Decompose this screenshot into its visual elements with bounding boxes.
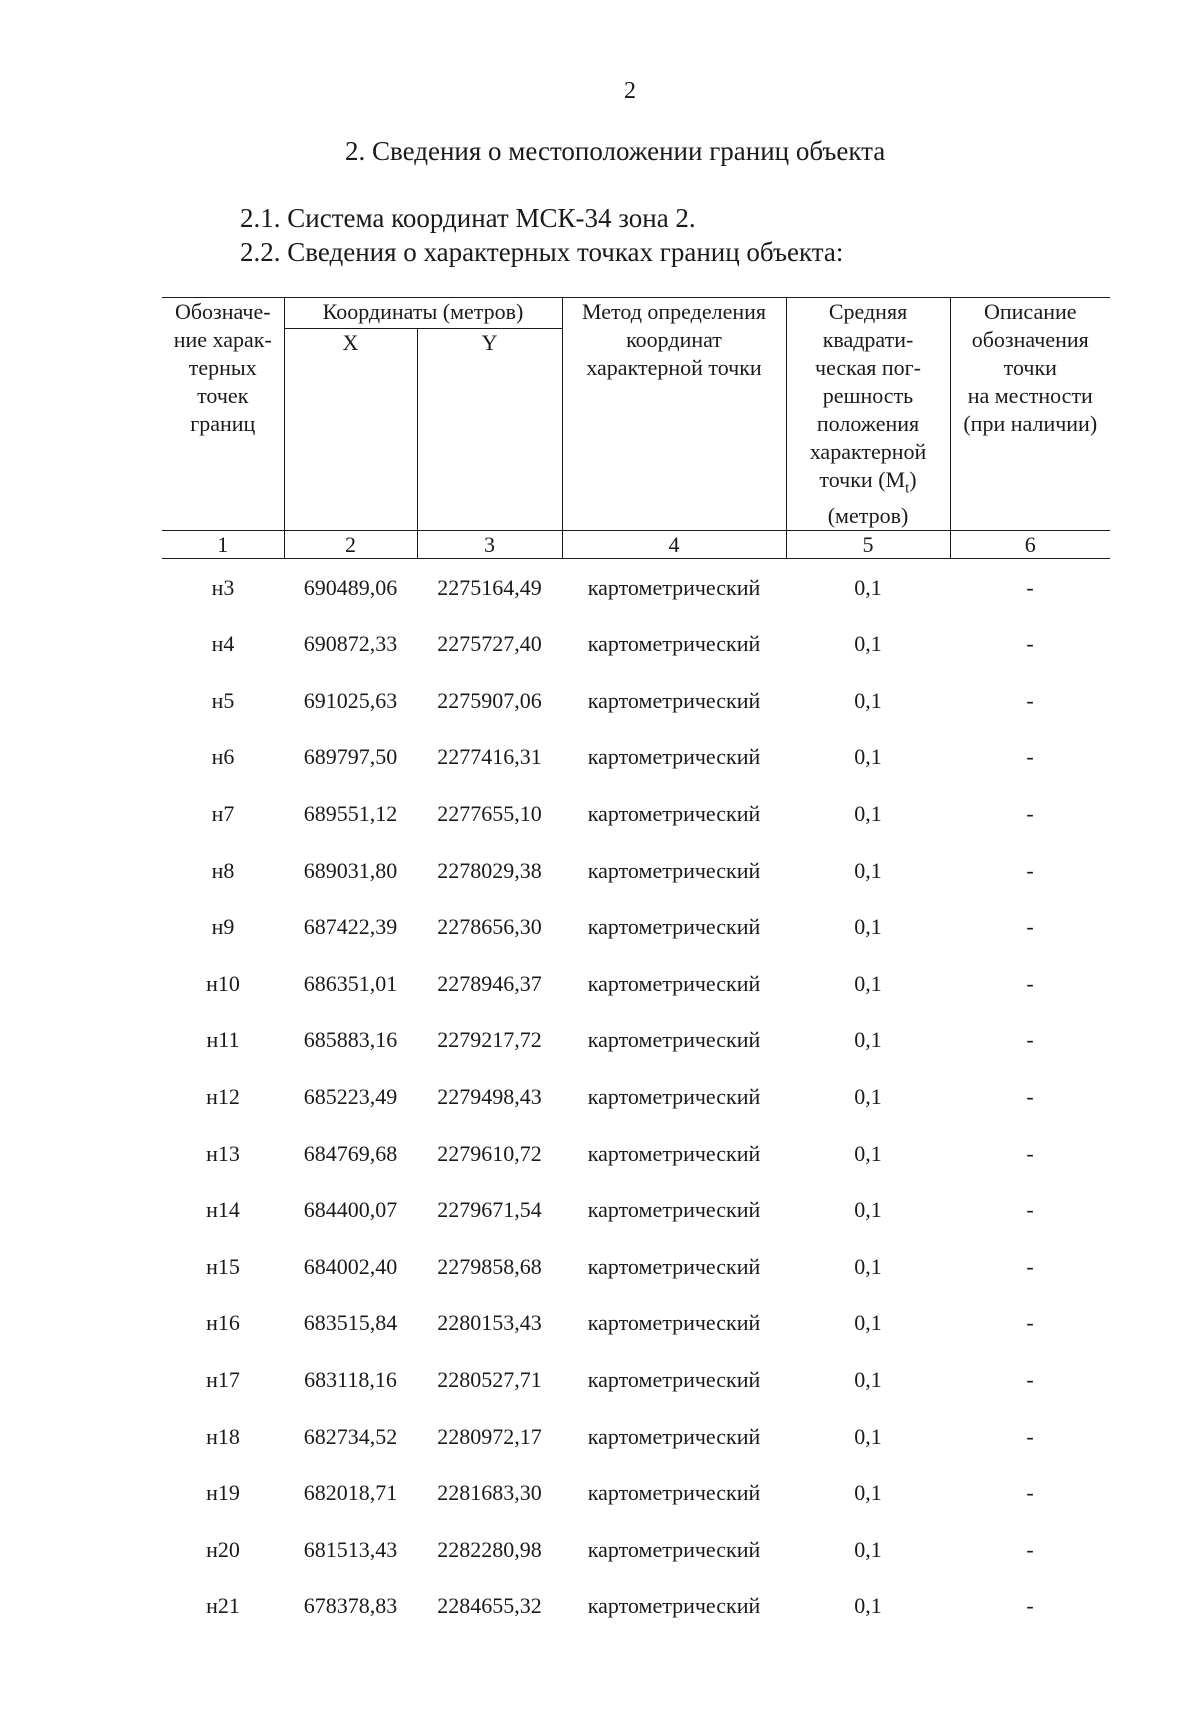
y-coordinate-cell: 2279610,72 xyxy=(437,1140,542,1166)
error-cell: 0,1 xyxy=(854,801,882,827)
section-title: 2. Сведения о местоположении границ объекта xyxy=(345,136,886,166)
table-row xyxy=(162,956,1110,1013)
method-cell: картометрический xyxy=(587,970,761,996)
method-cell: картометрический xyxy=(587,914,761,940)
method-cell: картометрический xyxy=(587,1140,761,1166)
x-coordinate-cell: 685223,49 xyxy=(303,1084,398,1110)
error-cell: 0,1 xyxy=(854,744,882,770)
point-id-cell: н9 xyxy=(211,914,235,940)
y-coordinate-cell: 2279671,54 xyxy=(437,1197,542,1223)
error-cell: 0,1 xyxy=(854,1084,882,1110)
error-cell: 0,1 xyxy=(854,1140,882,1166)
error-cell: 0,1 xyxy=(854,1310,882,1336)
header-coordinates-group: Координаты (метров) xyxy=(284,298,562,329)
table-row xyxy=(162,1182,1110,1239)
table-row xyxy=(162,1408,1110,1465)
subsection-coordinate-system: 2.1. Система координат МСК-34 зона 2. xyxy=(240,203,696,233)
method-cell: картометрический xyxy=(587,1367,761,1392)
description-cell: - xyxy=(1026,801,1034,827)
method-cell: картометрический xyxy=(587,1536,761,1562)
x-coordinate-cell: 691025,63 xyxy=(303,687,398,713)
point-id-cell: н5 xyxy=(211,687,235,713)
table-row xyxy=(162,1125,1110,1182)
description-cell: - xyxy=(1026,1140,1034,1166)
error-cell: 0,1 xyxy=(854,1536,882,1562)
error-cell: 0,1 xyxy=(854,1197,882,1223)
method-cell: картометрический xyxy=(587,744,761,770)
x-coordinate-cell: 683515,84 xyxy=(303,1310,398,1336)
column-numbers-row xyxy=(162,531,1110,559)
point-id-cell: н21 xyxy=(206,1593,240,1619)
table-row xyxy=(162,1465,1110,1522)
method-cell: картометрический xyxy=(587,687,761,713)
description-cell: - xyxy=(1026,1593,1034,1619)
error-cell: 0,1 xyxy=(854,574,882,600)
y-coordinate-cell: 2280972,17 xyxy=(437,1423,542,1449)
error-cell: 0,1 xyxy=(854,914,882,940)
y-coordinate-cell: 2279858,68 xyxy=(437,1253,542,1279)
description-cell: - xyxy=(1026,1480,1034,1506)
x-coordinate-cell: 686351,01 xyxy=(303,970,398,996)
error-cell: 0,1 xyxy=(854,1593,882,1619)
y-coordinate-cell: 2284655,32 xyxy=(437,1593,542,1619)
table-row xyxy=(162,1578,1110,1635)
boundary-points-table xyxy=(162,297,1110,1635)
error-cell: 0,1 xyxy=(854,1367,882,1392)
method-cell: картометрический xyxy=(587,1253,761,1279)
x-coordinate-cell: 689031,80 xyxy=(303,857,398,883)
header-point-designation: Обозначе- ние харак- терных точек границ xyxy=(162,298,284,531)
y-coordinate-cell: 2277416,31 xyxy=(437,744,542,770)
table-row xyxy=(162,616,1110,673)
method-cell: картометрический xyxy=(587,1310,761,1336)
column-number: 1 xyxy=(162,531,284,559)
description-cell: - xyxy=(1026,1197,1034,1223)
column-number: 6 xyxy=(950,531,1110,559)
description-cell: - xyxy=(1026,1084,1034,1110)
point-id-cell: н17 xyxy=(206,1367,240,1392)
point-id-cell: н6 xyxy=(211,744,235,770)
x-coordinate-cell: 685883,16 xyxy=(303,1027,398,1053)
header-y: Y xyxy=(417,328,562,531)
method-cell: картометрический xyxy=(587,1480,761,1506)
column-number: 5 xyxy=(786,531,950,559)
column-number: 3 xyxy=(417,531,562,559)
method-cell: картометрический xyxy=(587,631,761,657)
table-body xyxy=(162,559,1110,1635)
point-id-cell: н7 xyxy=(211,801,235,827)
table-row xyxy=(162,1239,1110,1296)
table-row xyxy=(162,786,1110,843)
point-id-cell: н15 xyxy=(206,1253,240,1279)
column-number: 2 xyxy=(284,531,417,559)
description-cell: - xyxy=(1026,1310,1034,1336)
description-cell: - xyxy=(1026,744,1034,770)
y-coordinate-cell: 2275907,06 xyxy=(437,687,542,713)
y-coordinate-cell: 2279498,43 xyxy=(437,1084,542,1110)
table-row xyxy=(162,842,1110,899)
x-coordinate-cell: 690872,33 xyxy=(303,631,398,657)
point-id-cell: н3 xyxy=(211,574,235,600)
x-coordinate-cell: 690489,06 xyxy=(303,574,398,600)
y-coordinate-cell: 2278656,30 xyxy=(437,914,542,940)
method-cell: картометрический xyxy=(587,1423,761,1449)
point-id-cell: н20 xyxy=(206,1536,240,1562)
description-cell: - xyxy=(1026,1536,1034,1562)
x-coordinate-cell: 684400,07 xyxy=(303,1197,398,1223)
y-coordinate-cell: 2280153,43 xyxy=(437,1310,542,1336)
table-row xyxy=(162,1295,1110,1352)
description-cell: - xyxy=(1026,857,1034,883)
y-coordinate-cell: 2275164,49 xyxy=(437,574,542,600)
method-cell: картометрический xyxy=(587,801,761,827)
table-row xyxy=(162,1521,1110,1578)
description-cell: - xyxy=(1026,1367,1034,1392)
y-coordinate-cell: 2281683,30 xyxy=(437,1480,542,1506)
description-cell: - xyxy=(1026,970,1034,996)
page-number: 2 xyxy=(624,78,636,104)
header-description: Описание обозначения точки на местности (при наличии) xyxy=(950,298,1110,531)
table-row xyxy=(162,559,1110,616)
x-coordinate-cell: 681513,43 xyxy=(303,1536,398,1562)
method-cell: картометрический xyxy=(587,1027,761,1053)
header-method: Метод определения координат характерной точки xyxy=(562,298,786,531)
description-cell: - xyxy=(1026,1423,1034,1449)
x-coordinate-cell: 682018,71 xyxy=(303,1480,398,1506)
point-id-cell: н12 xyxy=(206,1084,240,1110)
y-coordinate-cell: 2278029,38 xyxy=(437,857,542,883)
point-id-cell: н18 xyxy=(206,1423,240,1449)
error-cell: 0,1 xyxy=(854,970,882,996)
description-cell: - xyxy=(1026,687,1034,713)
point-id-cell: н14 xyxy=(206,1197,240,1223)
x-coordinate-cell: 684769,68 xyxy=(303,1140,398,1166)
x-coordinate-cell: 689797,50 xyxy=(303,744,398,770)
table-row xyxy=(162,1012,1110,1069)
y-coordinate-cell: 2279217,72 xyxy=(437,1027,542,1053)
point-id-cell: н13 xyxy=(206,1140,240,1166)
x-coordinate-cell: 689551,12 xyxy=(303,801,398,827)
error-cell: 0,1 xyxy=(854,631,882,657)
description-cell: - xyxy=(1026,914,1034,940)
header-x: X xyxy=(284,328,417,531)
x-coordinate-cell: 687422,39 xyxy=(303,914,398,940)
error-cell: 0,1 xyxy=(854,1253,882,1279)
description-cell: - xyxy=(1026,1027,1034,1053)
subsection-boundary-points: 2.2. Сведения о характерных точках границ объекта: xyxy=(240,237,844,267)
y-coordinate-cell: 2282280,98 xyxy=(437,1536,542,1562)
y-coordinate-cell: 2277655,10 xyxy=(437,801,542,827)
method-cell: картометрический xyxy=(587,574,761,600)
header-mean-square-error: Средняя квадрати- ческая пог- решность положения характерной точки $(M_t)$ (метров) xyxy=(786,298,950,531)
table-row xyxy=(162,1352,1110,1409)
x-coordinate-cell: 683118,16 xyxy=(304,1367,397,1392)
y-coordinate-cell: 2275727,40 xyxy=(437,631,542,657)
y-coordinate-cell: 2278946,37 xyxy=(437,970,542,996)
description-cell: - xyxy=(1026,574,1034,600)
table-row xyxy=(162,673,1110,730)
method-cell: картометрический xyxy=(587,857,761,883)
point-id-cell: н8 xyxy=(211,857,235,883)
column-number: 4 xyxy=(562,531,786,559)
table-row xyxy=(162,899,1110,956)
point-id-cell: н10 xyxy=(206,970,240,996)
table-row xyxy=(162,729,1110,786)
x-coordinate-cell: 682734,52 xyxy=(303,1423,398,1449)
table-row xyxy=(162,1069,1110,1126)
error-cell: 0,1 xyxy=(854,1423,882,1449)
description-cell: - xyxy=(1026,1253,1034,1279)
description-cell: - xyxy=(1026,631,1034,657)
point-id-cell: н19 xyxy=(206,1480,240,1506)
error-cell: 0,1 xyxy=(854,857,882,883)
error-cell: 0,1 xyxy=(854,1027,882,1053)
error-cell: 0,1 xyxy=(854,687,882,713)
method-cell: картометрический xyxy=(587,1197,761,1223)
point-id-cell: н11 xyxy=(206,1027,240,1053)
point-id-cell: н4 xyxy=(211,631,235,657)
y-coordinate-cell: 2280527,71 xyxy=(437,1367,542,1392)
method-cell: картометрический xyxy=(587,1084,761,1110)
point-id-cell: н16 xyxy=(206,1310,240,1336)
method-cell: картометрический xyxy=(587,1593,761,1619)
x-coordinate-cell: 684002,40 xyxy=(303,1253,398,1279)
error-cell: 0,1 xyxy=(854,1480,882,1506)
x-coordinate-cell: 678378,83 xyxy=(303,1593,398,1619)
